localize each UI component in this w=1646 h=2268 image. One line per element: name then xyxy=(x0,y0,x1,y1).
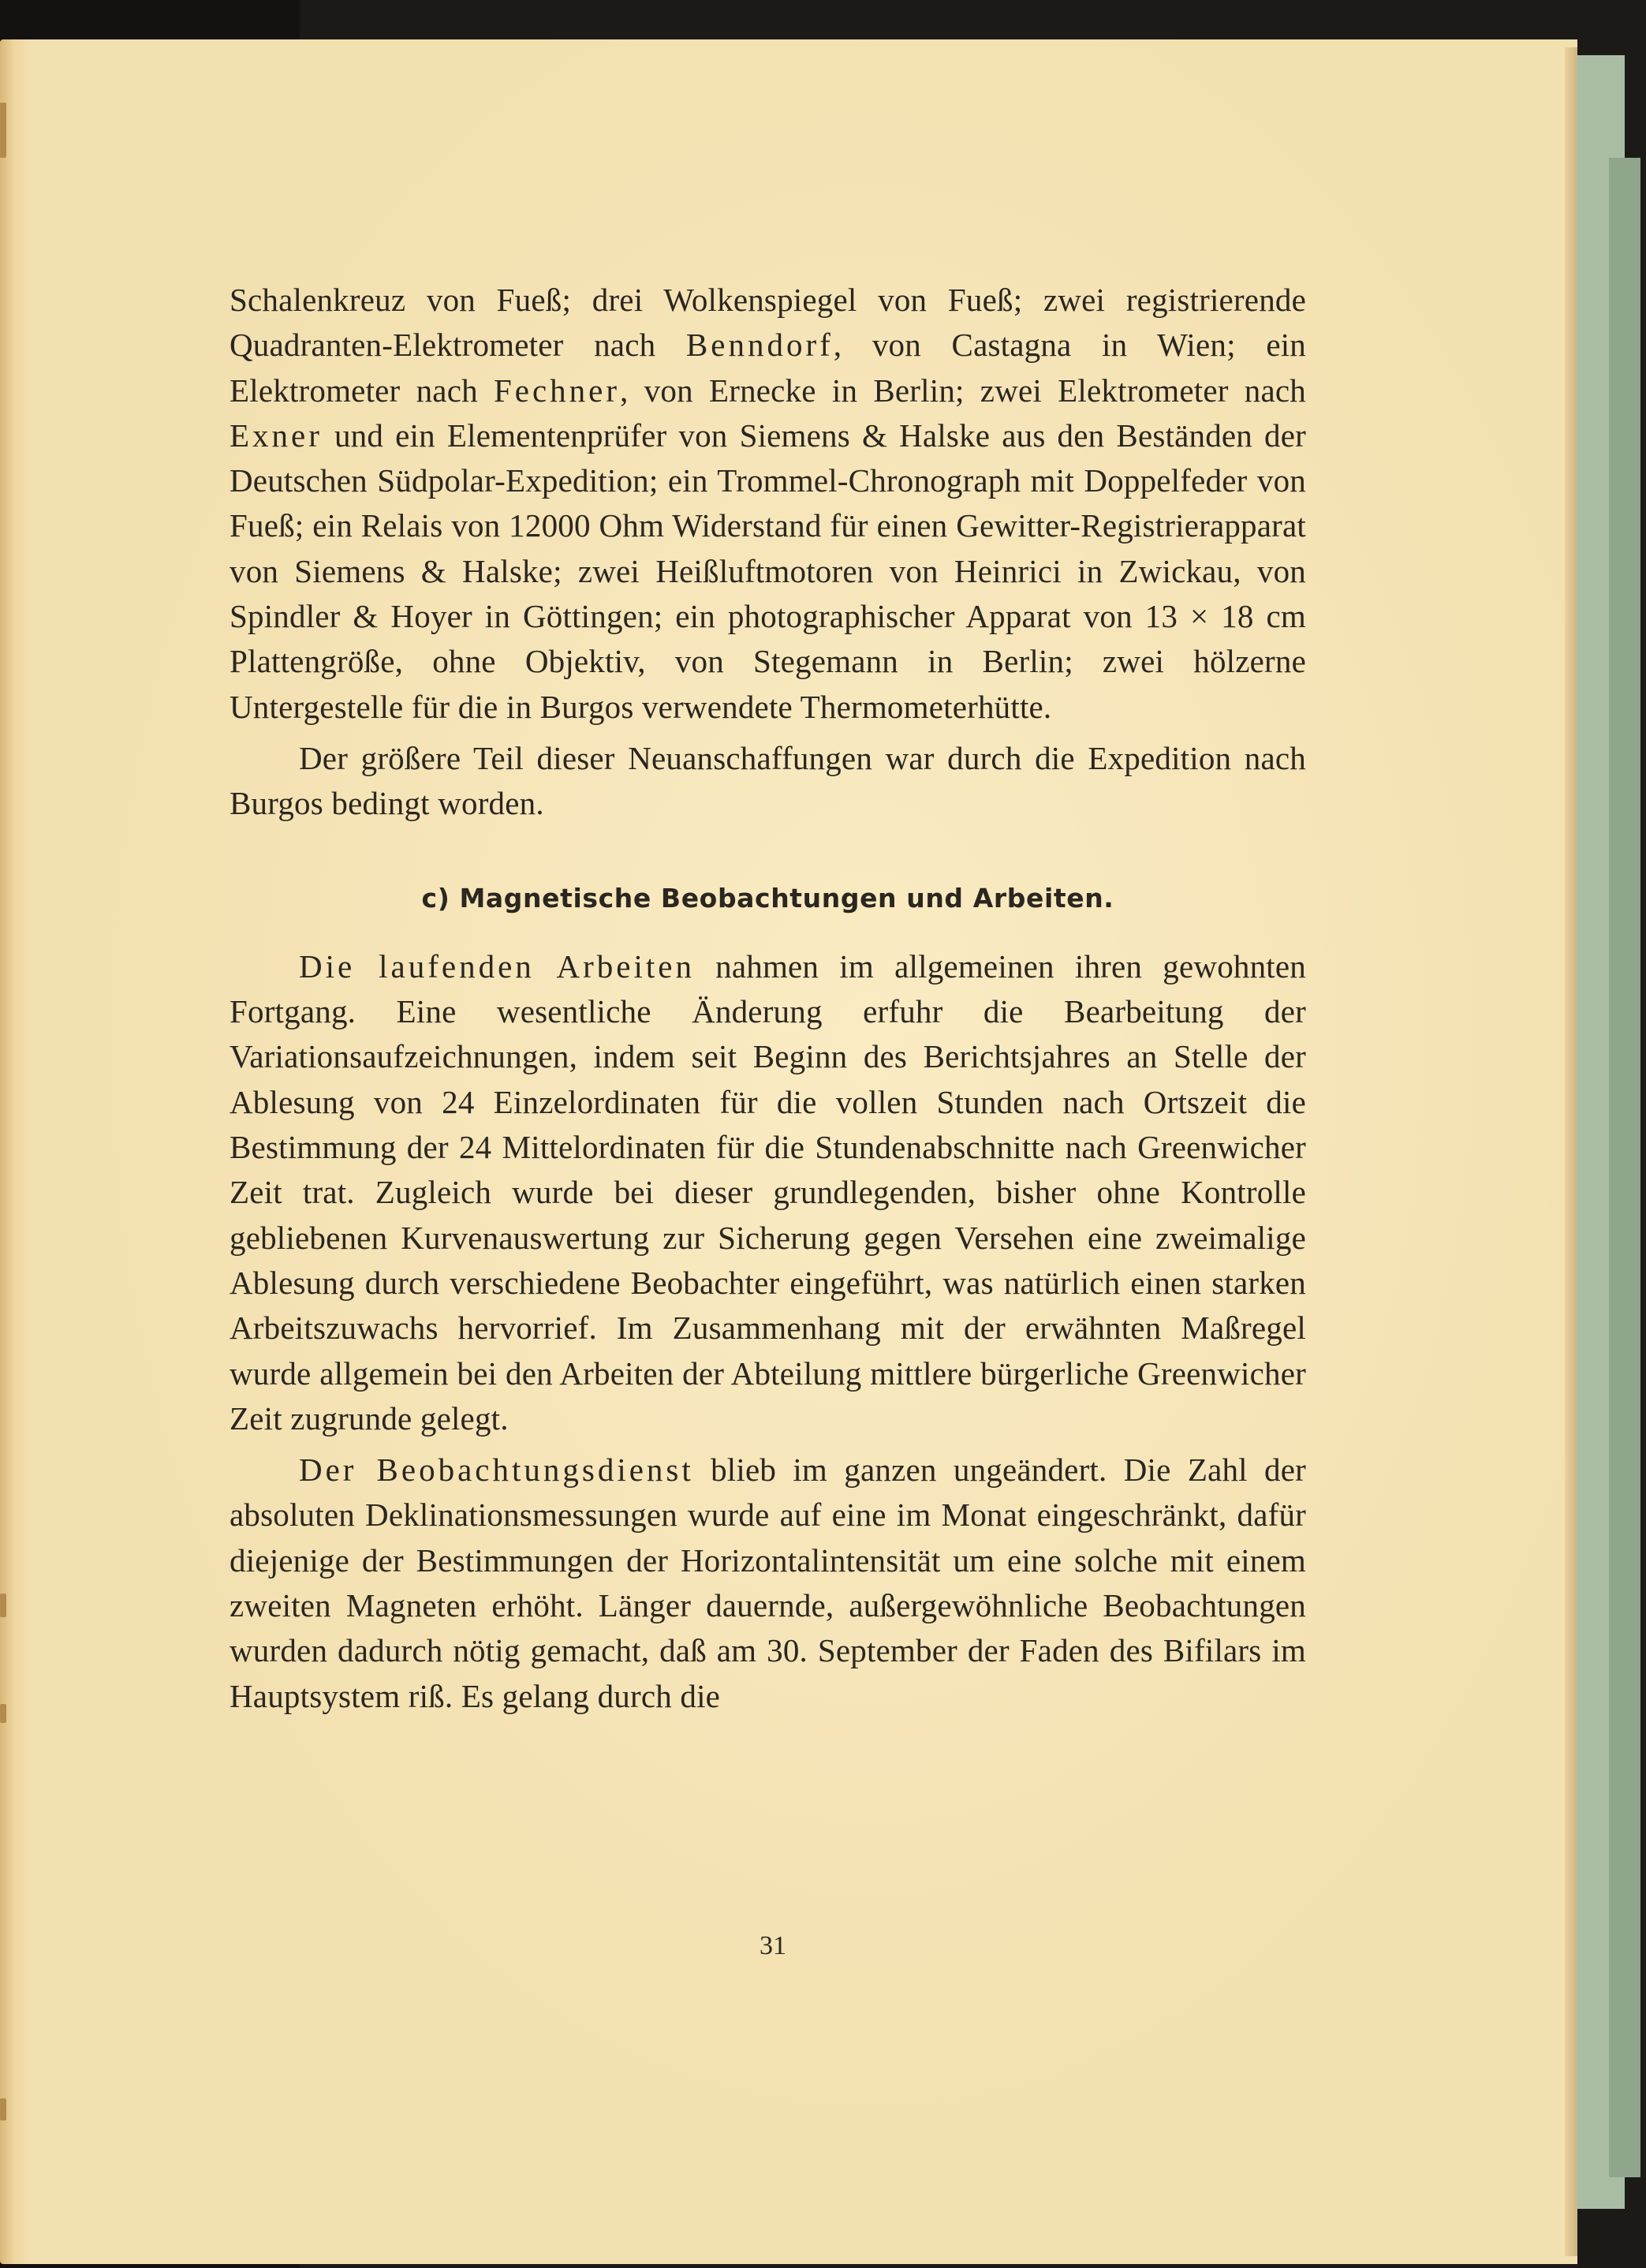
spine-mark xyxy=(0,2098,6,2120)
section-heading: c) Magnetische Beobachtungen und Arbeiten. xyxy=(421,882,1114,914)
page-edge xyxy=(1565,47,1577,2256)
spaced-lead: Die laufenden Arbeiten xyxy=(299,947,695,985)
paragraph-3-rest: nahmen im allgemeinen ihren gewohnten Fortgang. Eine wesentliche Änderung erfuhr die Bearbeitung der Variationsaufzeichnungen, indem seit Beginn des Berichtsjahres an Stelle der Ablesung von 24 Einzelordinaten für die vollen Stunden nach Ortszeit die Bestimmung der 24 Mittelordinaten für die Stundenabschnitte nach Greenwicher Zeit trat. Zugleich wurde bei dieser grundlegenden, bisher ohne Kontrolle gebliebenen Kurvenauswertung zur Sicherung gegen Versehen eine zweimalige Ablesung durch verschiedene Beobachter eingeführt, was natürlich einen starken Arbeitszuwachs hervorrief. Im Zusammenhang mit der erwähnten Maßregel wurde allgemein bei den Arbeiten der Abteilung mittlere bürgerliche Greenwicher Zeit zugrunde gelegt. xyxy=(230,947,1306,1437)
paragraph-1 xyxy=(230,278,1306,730)
spine-mark xyxy=(0,1594,6,1617)
spine-mark xyxy=(0,1704,6,1723)
spaced-lead: Der Beobachtungsdienst xyxy=(299,1452,694,1489)
paragraph-1-part: , von Castagna in Wien; ein Elektrometer nach xyxy=(230,327,1307,409)
spaced-name: Exner xyxy=(230,417,323,454)
paragraph-3 xyxy=(230,944,1306,1441)
paragraph-1-part: Schalenkreuz von Fueß; drei Wolkenspiegel von Fueß; zwei registrierende Quadranten-Elektrometer nach xyxy=(230,282,1306,364)
paragraph-1-part: und ein Elementenprüfer von Siemens & Halske aus den Beständen der Deutschen Südpolar-Expedition; ein Trommel-Chronograph mit Doppelfeder von Fueß; ein Relais von 12000 Ohm Widerstand für einen Gewitter-Registrierapparat von Siemens & Halske; zwei Heißluftmotoren von Heinrici in Zwickau, von Spindler & Hoyer in Göttingen; ein photographischer Apparat von 13 × 18 cm Plattengröße, ohne Objektiv, von Stegemann in Berlin; zwei hölzerne Untergestelle für die in Burgos verwendete Thermometerhütte. xyxy=(230,417,1306,725)
paragraph-4-rest: blieb im ganzen ungeändert. Die Zahl der absoluten Deklinationsmessungen wurde auf eine im Monat eingeschränkt, dafür diejenige der Bestimmungen der Horizontalintensität um eine solche mit einem zweiten Magneten erhöht. Länger dauernde, außergewöhnliche Beobachtungen wurden dadurch nötig gemacht, daß am 30. September der Faden des Bifilars im Hauptsystem riß. Es gelang durch die xyxy=(230,1452,1306,1714)
page-number: 31 xyxy=(760,1931,786,1960)
spaced-name: Fechner xyxy=(493,372,621,409)
spaced-name: Benndorf xyxy=(685,327,834,364)
paragraph-4 xyxy=(230,1448,1306,1719)
binding-cloth-shadow xyxy=(1609,158,1640,2177)
spine-mark xyxy=(0,103,6,158)
paragraph-1-part: , von Ernecke in Berlin; zwei Elektrometer nach xyxy=(620,372,1306,409)
body-text xyxy=(230,278,1306,1719)
paragraph-2: Der größere Teil dieser Neuanschaffungen war durch die Expedition nach Burgos bedingt worden. xyxy=(230,739,1306,822)
